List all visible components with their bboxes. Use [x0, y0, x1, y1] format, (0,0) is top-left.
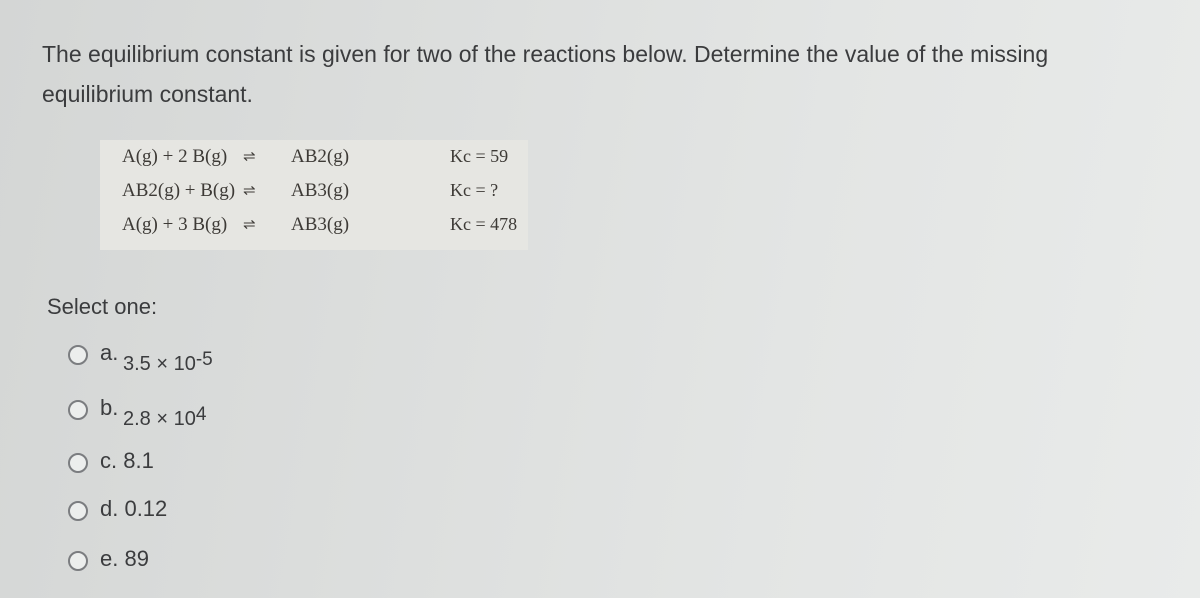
reaction-3-reactants: A(g) + 3 B(g)	[122, 214, 228, 235]
option-a-label: a.	[100, 340, 119, 365]
option-a-base: 3.5 × 10	[123, 353, 196, 375]
reaction-1-kc: Kc = 59	[450, 146, 509, 166]
option-d-label: d. 0.12	[100, 496, 168, 521]
option-b-value	[123, 404, 207, 431]
question-text	[42, 34, 1192, 114]
radio-button-icon[interactable]	[68, 551, 88, 571]
reaction-1-products: AB2(g)	[291, 146, 350, 167]
reaction-2-reactants: AB2(g) + B(g)	[122, 180, 236, 201]
question-line-2: equilibrium constant.	[42, 81, 253, 107]
reaction-3-products: AB3(g)	[291, 214, 350, 235]
radio-button-icon[interactable]	[68, 400, 88, 420]
radio-button-icon[interactable]	[68, 501, 88, 521]
reaction-2-kc: Kc = ?	[450, 180, 499, 200]
reactions-image	[100, 140, 528, 250]
equilibrium-arrow-icon: ⇌	[243, 183, 256, 199]
option-a-value	[123, 349, 213, 376]
radio-button-icon[interactable]	[68, 345, 88, 365]
option-c-label: c. 8.1	[100, 448, 154, 473]
select-one-label: Select one:	[47, 294, 158, 319]
reaction-1-reactants: A(g) + 2 B(g)	[122, 146, 228, 167]
reaction-2-products: AB3(g)	[291, 180, 350, 201]
option-e-label: e. 89	[100, 546, 149, 571]
reaction-row-3	[100, 208, 528, 242]
option-b-label: b.	[100, 395, 119, 420]
equilibrium-arrow-icon: ⇌	[243, 217, 256, 233]
question-line-1: The equilibrium constant is given for two of the reactions below. Determine the value of the missing	[42, 41, 1049, 67]
reaction-row-1	[100, 140, 528, 174]
radio-button-icon[interactable]	[68, 453, 88, 473]
equilibrium-arrow-icon: ⇌	[243, 149, 256, 165]
reaction-3-kc: Kc = 478	[450, 214, 518, 234]
reaction-row-2	[100, 174, 528, 208]
option-b-exponent: 4	[195, 404, 207, 425]
option-a-exponent: -5	[195, 349, 213, 370]
option-b-base: 2.8 × 10	[123, 408, 196, 430]
